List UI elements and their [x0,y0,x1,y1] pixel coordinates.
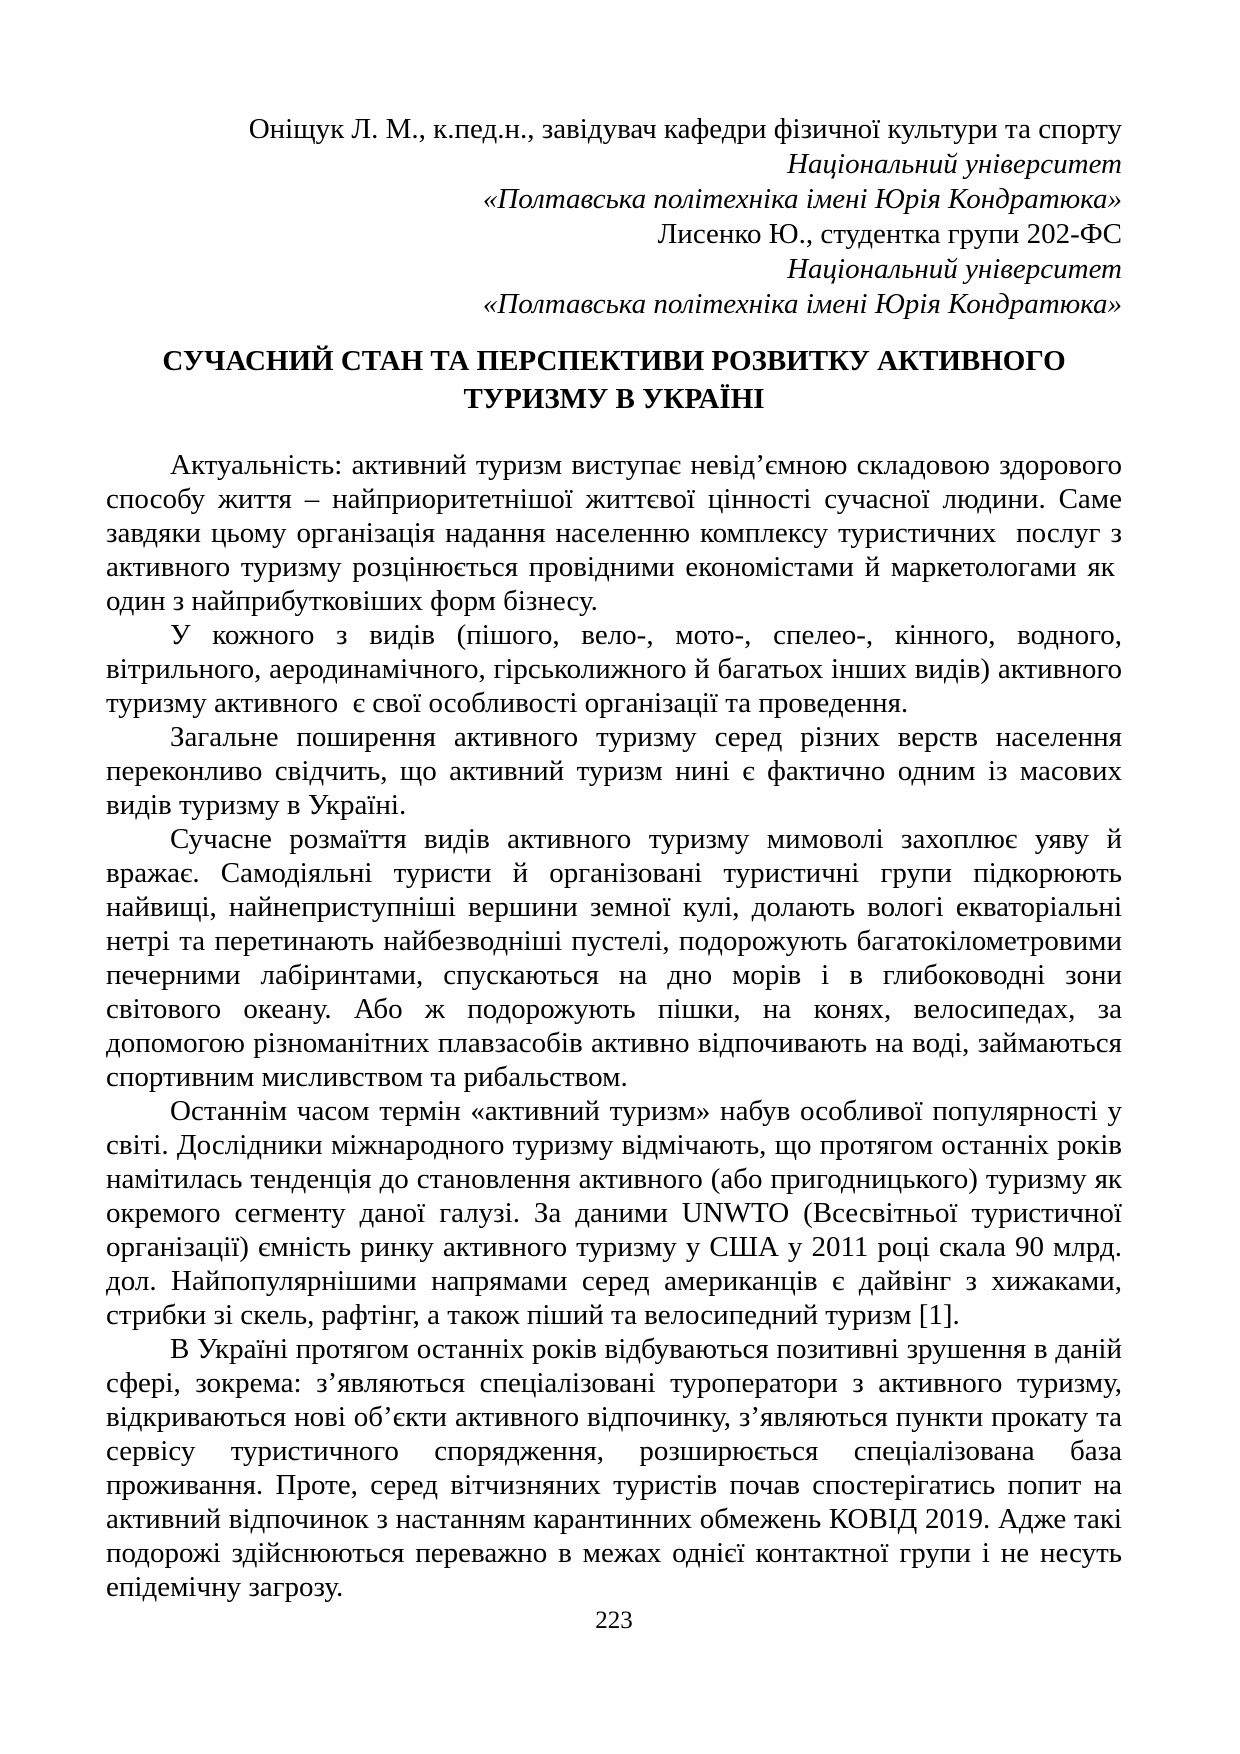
body-paragraph: Останнім часом термін «активний туризм» набув особливої популярності у світі. Дослідники міжнародного туризму відмічають, що протягом останніх років намітилась тенденція до становлення активного (або пригодницького) туризму як окремого сегменту даної галузі. За даними UNWTO (Всесвітньої туристичної організації) ємність ринку активного туризму у США у 2011 році скала 90 млрд. дол. Найпопулярнішими напрямами серед американців є дайвінг з хижаками, стрибки зі скель, рафтінг, а також піший та велосипедний туризм [1]. [106,1095,1122,1331]
affiliation-line: Національний університет [787,253,1122,285]
article-body [106,448,1122,1604]
body-paragraph: В Україні протягом останніх років відбуваються позитивні зрушення в даній сфері, зокрема: з’являються спеціалізовані туроператори з активного туризму, відкриваються нові об’єкти активного відпочинку, з’являються пункти прокату та сервісу туристичного спорядження, розширюється спеціалізована база проживання. Проте, серед вітчизняних туристів почав спостерігатись попит на активний відпочинок з настанням карантинних обмежень КОВІД 2019. Адже такі подорожі здійснюються переважно в межах однієї контактної групи і не несуть епідемічну загрозу. [106,1333,1122,1603]
affiliation-line: «Полтавська політехніка імені Юрія Кондратюка» [482,288,1122,320]
body-paragraph: Актуальність: активний туризм виступає невід’ємною складовою здорового способу життя – найприоритетнішої життєвої цінності сучасної людини. Саме завдяки цьому організація надання населенню комплексу туристичних послуг з активного туризму розцінюється провідними економістами й маркетологами як один з найприбутковіших форм бізнесу. [106,449,1122,617]
author-line: Оніщук Л. М., к.пед.н., завідувач кафедри фізичної культури та спорту [248,113,1122,145]
affiliation-line: «Полтавська політехніка імені Юрія Кондратюка» [482,183,1122,215]
affiliation-line: Національний університет [787,148,1122,180]
body-paragraph: У кожного з видів (пішого, вело-, мото-, спелео-, кінного, водного, вітрильного, аеродинамічного, гірськолижного й багатьох інших видів) активного туризму активного є свої особливості організації та проведення. [106,619,1122,719]
body-paragraph: Сучасне розмаїття видів активного туризму мимоволі захоплює уяву й вражає. Самодіяльні туристи й організовані туристичні групи підкорюють найвищі, найнеприступніші вершини земної кулі, долають вологі екваторіальні нетрі та перетинають найбезводніші пустелі, подорожують багатокілометровими печерними лабіринтами, спускаються на дно морів і в глибоководні зони світового океану. Або ж подорожують пішки, на конях, велосипедах, за допомогою різноманітних плавзасобів активно відпочивають на воді, займаються спортивним мисливством та рибальством. [106,823,1122,1093]
byline-block [106,112,1122,322]
author-line: Лисенко Ю., студентка групи 202-ФС [657,218,1122,250]
body-paragraph: Загальне поширення активного туризму серед різних верств населення переконливо свідчить, що активний туризм нині є фактично одним із масових видів туризму в Україні. [106,721,1122,821]
page-number: 223 [595,1607,633,1634]
article-title: СУЧАСНИЙ СТАН ТА ПЕРСПЕКТИВИ РОЗВИТКУ АКТИВНОГО ТУРИЗМУ В УКРАЇНІ [162,345,1066,415]
